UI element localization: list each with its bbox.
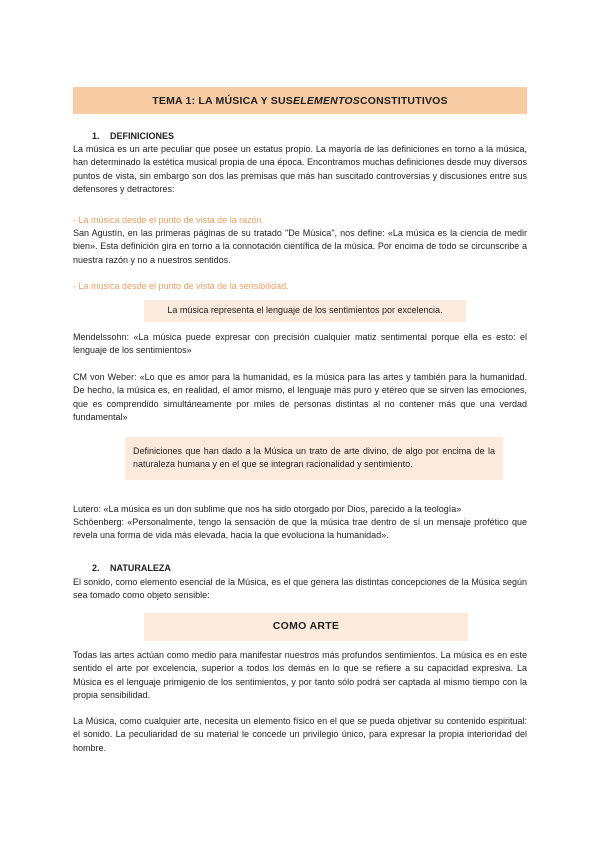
section-number: 1. — [92, 131, 100, 141]
reason-paragraph: San Agustín, en las primeras páginas de su tratado "De Música", nos define: «La música es la ciencia de medir bien». Esta definición gira en torno a la connotación científica de la música. Por encima de todo se circunscribe a nuestra razón y no a nuestros sentidos. — [73, 228, 527, 265]
reason-subheading: - La música desde el punto de vista de la razón. — [73, 215, 265, 225]
arte-paragraph-2: La Música, como cualquier arte, necesita un elemento físico en el que se pueda objetivar su contenido espiritual: el sonido. La peculiaridad de su material le concede un privilegio único, para expresar la propia interioridad del hombre. — [73, 716, 527, 753]
title-part-3: CONSTITUTIVOS — [359, 94, 448, 107]
como-arte-text: COMO ARTE — [272, 620, 340, 633]
section-heading-naturaleza — [92, 563, 171, 573]
section-number: 2. — [92, 563, 100, 573]
schoenberg-quote: Schöenberg: «Personalmente, tengo la sensación de que la música trae dentro de sí un mensaje profético que revela una forma de vida más elevada, hacia la que evoluciona la humanidad». — [73, 517, 527, 541]
sensibility-subheading: - La música desde el punto de vista de la sensibilidad. — [73, 281, 289, 291]
mendelssohn-quote: Mendelssohn: «La música puede expresar con precisión cualquier matiz sentimental porque ella es esto: el lenguaje de los sentimientos» — [73, 332, 527, 356]
feelings-highlight-box — [144, 300, 466, 322]
divine-highlight-box — [125, 437, 503, 480]
weber-quote: CM von Weber: «Lo que es amor para la humanidad, es la música para las artes y también para la humanidad. De hecho, la música es, en realidad, el amor mismo, el lenguaje más puro y etéreo que se sirven las emociones, que es comprendido simultáneamente por miles de personas distintas al no contener más que una verdad fundamental» — [73, 372, 527, 422]
lutero-quote: Lutero: «La música es un don sublime que nos ha sido otorgado por Dios, parecido a la teología» — [73, 504, 462, 514]
title-part-1: TEMA 1: LA MÚSICA Y SUS — [152, 94, 293, 107]
section-heading-definiciones — [92, 131, 174, 141]
arte-paragraph-1: Todas las artes actúan como medio para manifestar nuestros más profundos sentimientos. La música es en este sentido el arte por excelencia, superior a todos los demás en lo que se refiere a su capacidad expresiva. La Música es el lenguaje primigenio de los sentimientos, y por tanto sólo podrá ser captada al mismo tiempo con la propia sensibilidad. — [73, 650, 527, 700]
feelings-highlight-text: La música representa el lenguaje de los sentimientos por excelencia. — [167, 305, 443, 316]
page-title — [73, 87, 527, 114]
divine-highlight-text: Definiciones que han dado a la Música un trato de arte divino, de algo por encima de la naturaleza humana y en el que se integran racionalidad y sentimiento. — [133, 446, 495, 470]
definitions-intro: La música es un arte peculiar que posee un estatus propio. La mayoría de las definiciones en torno a la música, han determinado la estética musical propia de una época. Encontramos muchas definiciones desde muy diversos puntos de vista, sin embargo son dos las premisas que más han suscitado controversias y discusiones entre sus defensores y detractores: — [73, 144, 527, 194]
como-arte-box — [144, 613, 468, 641]
section-heading-text: NATURALEZA — [110, 563, 171, 573]
naturaleza-intro: El sonido, como elemento esencial de la Música, es el que genera las distintas concepciones de la Música según sea tomado como objeto sensible: — [73, 577, 527, 601]
section-heading-text: DEFINICIONES — [110, 131, 175, 141]
title-part-2: ELEMENTOS — [293, 94, 360, 107]
